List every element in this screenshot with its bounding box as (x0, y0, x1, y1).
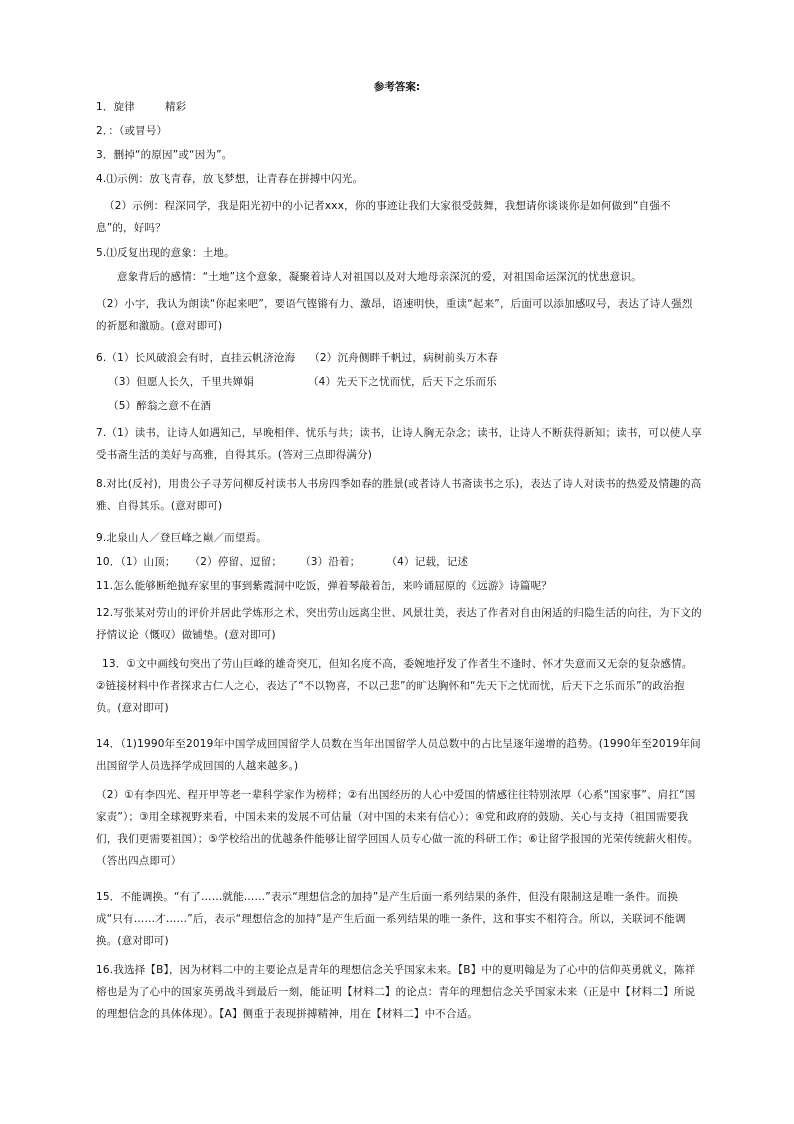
answer-12: 12.写张某对劳山的评价并居此学炼形之术，突出劳山远离尘世、风景壮美，表达了作者对自由闲适的归隐生活的向往，为下文的抒情议论（慨叹）做铺垫。(意对即可) (96, 607, 702, 641)
answer-4-1: 4.⑴示例：放飞青春，放飞梦想，让青春在拼搏中闪光。 (96, 173, 364, 185)
answer-16: 16.我选择【B】，因为材料二中的主要论点是青年的理想信念关乎国家未来。【B】中的夏明翰是为了心中的信仰英勇就义，陈祥榕也是为了心中的国家英勇战斗到最后一刻，能证明【材料二】的论点：青年的理想信念关乎国家未来（正是中【材料二】所说的理想信念的具体体现）。【A】侧重于表现拼搏精神，用在【材料二】中不合适。 (96, 964, 696, 1020)
answer-5-1-feeling: 意象背后的感情：“土地”这个意象，凝聚着诗人对祖国以及对大地母亲深沉的爱，对祖国命运深沉的忧患意识。 (117, 271, 642, 283)
answer-4-2: （2）示例：程深同学，我是阳光初中的小记者xxx，你的事迹让我们大家很受鼓舞，我想请你谈谈你是如何做到“自强不息”的，好吗？ (96, 200, 671, 234)
answer-3: 3．删掉“的原因”或“因为”。 (96, 149, 233, 161)
page-title: 参考答案: (373, 81, 421, 93)
answer-14-1: 14．（1)1990年至2019年中国学成回国留学人员数在当年出国留学人员总数中的占比呈逐年递增的趋势。(1990年至2019年间出国留学人员选择学成回国的人越来越多。) (96, 738, 701, 772)
answer-15: 15．不能调换。“有了……就能……”表示“理想信念的加持”是产生后面一系列结果的条件，但没有限制这是唯一条件。而换成“只有……才……”后，表示“理想信念的加持”是产生后面一系列结果的唯一条件，这和事实不相符合。所以，关联词不能调换。(意对即可) (96, 891, 686, 947)
answer-10: 10．（1）山顶； （2）停留、逗留； （3）沿着； （4）记载，记述 (96, 556, 469, 568)
answer-14-2: （2）①有李四光、程开甲等老一辈科学家作为榜样；②有出国经历的人心中爱国的情感往往特别浓厚（心系“国家事”、肩扛“国家责”）；③用全球视野来看，中国未来的发展不可估量（对中国的未来有信心）；④党和政府的鼓励、关心与支持（祖国需要我们，我们更需要祖国）；⑤学校给出的优越条件能够让留学回国人员专心做一流的科研工作；⑥让留学报国的光荣传统薪火相传。（答出四点即可） (96, 789, 699, 867)
answer-6-row-2: （3）但愿人长久，千里共婵娟 （4）先天下之忧而忧，后天下之乐而乐 (108, 376, 497, 388)
answer-13: 13．①文中画线句突出了劳山巨峰的雄奇突兀，但知名度不高，委婉地抒发了作者生不逢时、怀才失意而又无奈的复杂感情。②链接材料中作者探求古仁人之心，表达了“不以物喜，不以己悲”的旷达胸怀和“先天下之忧而忧，后天下之乐而乐”的政治抱负。(意对即可) (96, 658, 693, 714)
answer-8: 8.对比(反衬)，用贵公子寻芳问柳反衬读书人书房四季如春的胜景(或者诗人书斋读书之乐)，表达了诗人对读书的热爱及情趣的高雅、自得其乐。(意对即可) (96, 478, 702, 512)
answer-5-2: （2）小宇，我认为朗读“你起来吧”，要语气铿锵有力、激昂，语速明快，重读“起来”，后面可以添加感叹号，表达了诗人强烈的祈愿和激励。(意对即可) (96, 298, 693, 332)
answer-9: 9.北泉山人／登巨峰之巅／而望焉。 (96, 532, 267, 544)
answer-7: 7.（1）读书，让诗人如遇知己，早晚相伴、忧乐与共；读书，让诗人胸无杂念；读书，让诗人不断获得新知；读书，可以使人享受书斋生活的美好与高雅，自得其乐。(答对三点即得满分) (96, 427, 702, 461)
answer-5-1: 5.⑴反复出现的意象：土地。 (96, 247, 235, 259)
answer-6-row-1: 6.（1）长风破浪会有时，直挂云帆济沧海 （2）沉舟侧畔千帆过，病树前头万木春 (96, 352, 498, 364)
answer-6-row-3: （5）醉翁之意不在酒 (108, 400, 212, 412)
answer-11: 11.怎么能够断绝抛弃家里的事到紫霞洞中吃饭，弹着琴敲着缶，来吟诵屈原的《远游》诗篇呢？ (96, 580, 552, 592)
answer-2: 2．：（或冒号） (96, 125, 168, 137)
answer-1: 1．旋律 精彩 (96, 101, 187, 113)
